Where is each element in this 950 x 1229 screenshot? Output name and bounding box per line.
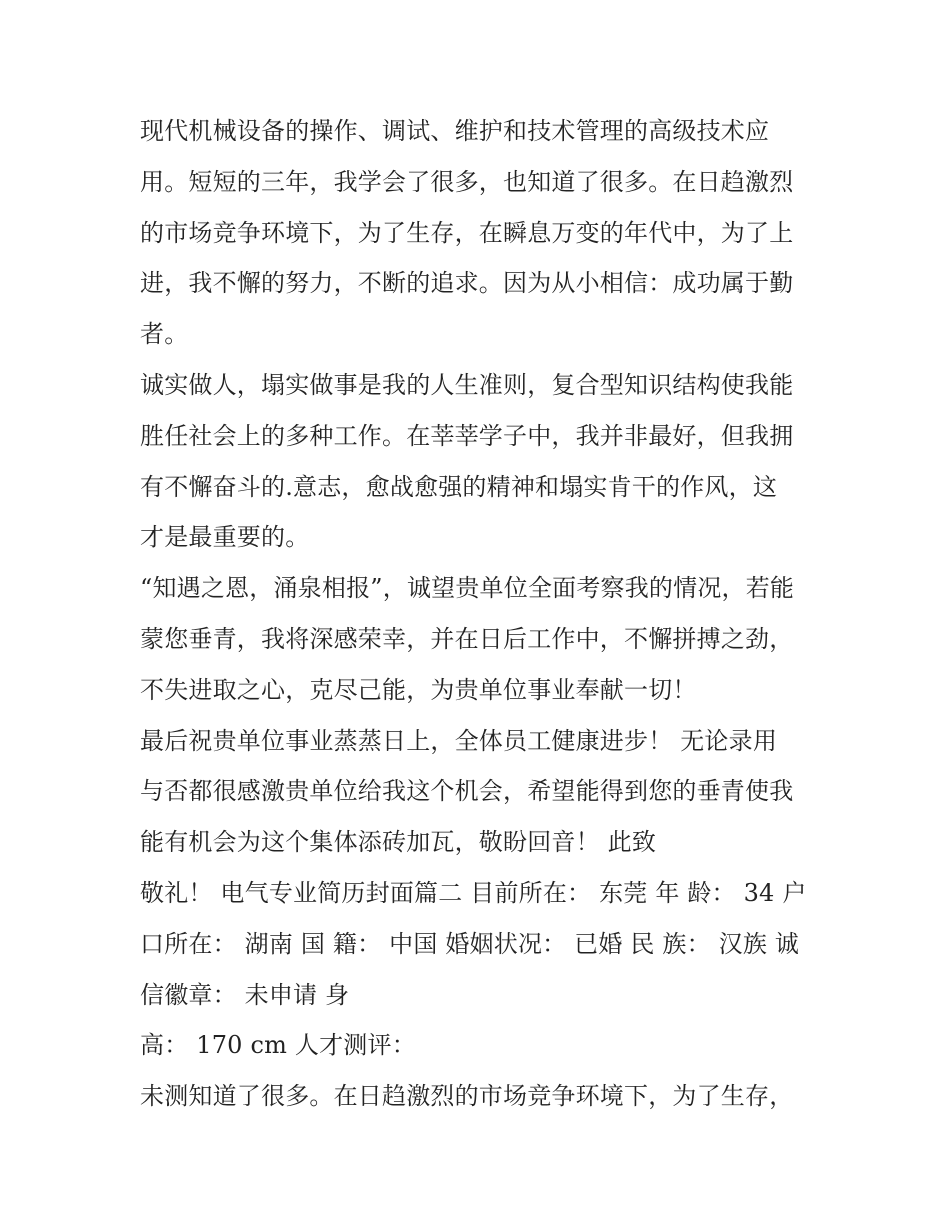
text-line: 诚实做人，塌实做事是我的人生准则，复合型知识结构使我能	[140, 370, 794, 399]
text-line: “知遇之恩，涌泉相报”，诚望贵单位全面考察我的情况，若能	[140, 574, 795, 603]
text-line: 高： 170 cm 人才测评：	[140, 1031, 416, 1060]
text-line: 敬礼！ 电气专业简历封面篇二 目前所在： 东莞 年 龄： 34 户	[140, 878, 807, 907]
text-line: 用。短短的三年，我学会了很多，也知道了很多。在日趋激烈	[140, 167, 794, 196]
text-line: 才是最重要的。	[140, 523, 310, 552]
text-line: 有不懈奋斗的.意志，愈战愈强的精神和塌实肯干的作风，这	[140, 472, 778, 501]
text-line: 信徽章： 未申请 身	[140, 980, 350, 1009]
text-line: 蒙您垂青，我将深感荣幸，并在日后工作中，不懈拼搏之劲，	[140, 624, 794, 653]
text-line: 与否都很感激贵单位给我这个机会，希望能得到您的垂青使我	[140, 777, 794, 806]
text-line: 不失进取之心，克尽己能，为贵单位事业奉献一切！	[140, 675, 697, 704]
text-line: 的市场竞争环境下，为了生存，在瞬息万变的年代中，为了上	[140, 218, 794, 247]
text-line: 口所在： 湖南 国 籍： 中国 婚姻状况： 已婚 民 族： 汉族 诚	[140, 929, 800, 958]
text-line: 者。	[140, 320, 189, 349]
document-body	[140, 106, 820, 1122]
text-line: 进，我不懈的努力，不断的追求。因为从小相信：成功属于勤	[140, 269, 794, 298]
text-line: 能有机会为这个集体添砖加瓦，敬盼回音！ 此致	[140, 828, 657, 857]
text-line: 最后祝贵单位事业蒸蒸日上，全体员工健康进步！ 无论录用	[140, 726, 778, 755]
text-line: 未测知道了很多。在日趋激烈的市场竞争环境下，为了生存，	[140, 1082, 794, 1111]
text-line: 现代机械设备的操作、调试、维护和技术管理的高级技术应	[140, 117, 770, 145]
text-line: 胜任社会上的多种工作。在莘莘学子中，我并非最好，但我拥	[140, 421, 794, 450]
